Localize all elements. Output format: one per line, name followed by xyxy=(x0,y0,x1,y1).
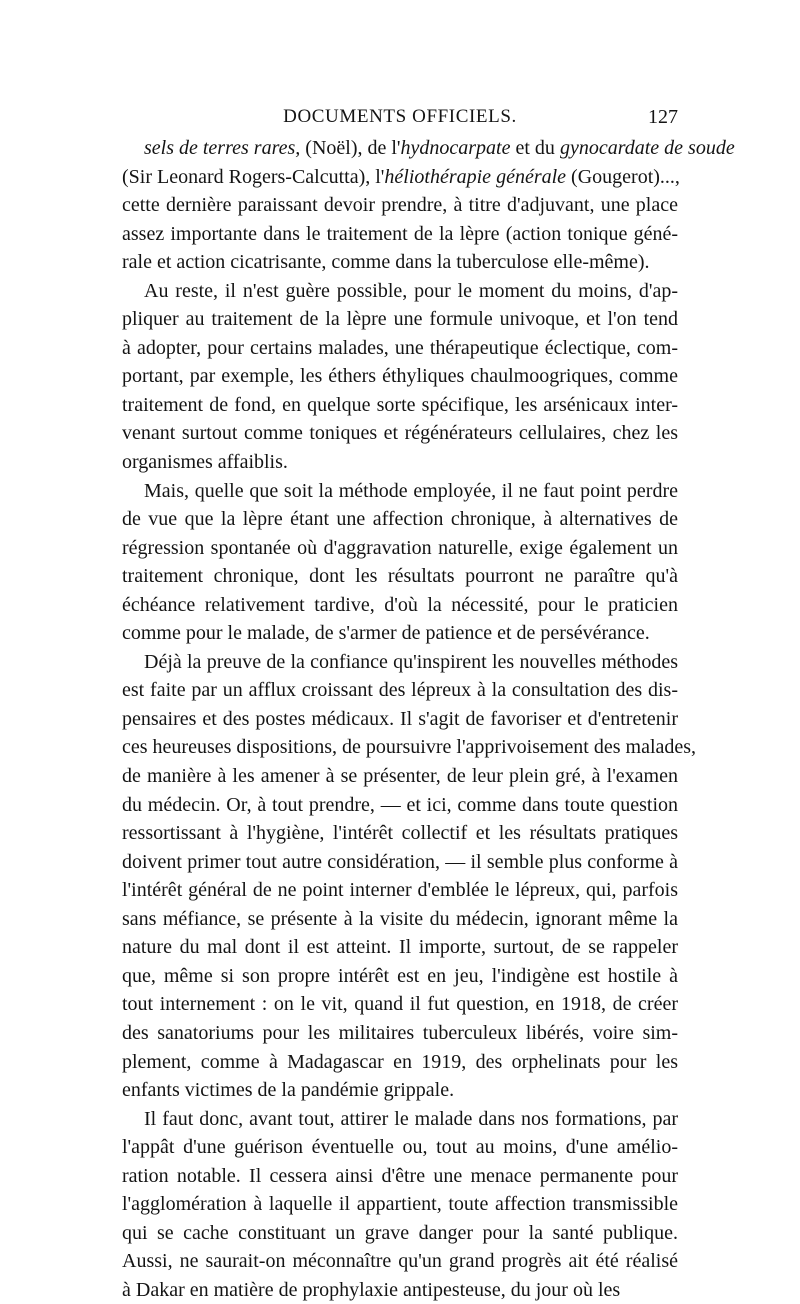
text-line xyxy=(122,1133,678,1162)
text-line xyxy=(122,933,678,962)
italic-text: gynocardate de soude xyxy=(559,137,735,159)
running-title: DOCUMENTS OFFICIELS. xyxy=(283,106,517,127)
text-line xyxy=(122,1219,678,1248)
text-run: du médecin. Or, à tout prendre, — et ici, comme dans toute question xyxy=(122,793,678,816)
text-line xyxy=(122,562,678,591)
text-line xyxy=(122,648,678,677)
italic-text: sels de terres rares, xyxy=(144,137,301,159)
text-line xyxy=(122,248,678,277)
text-run: organismes affaiblis. xyxy=(122,451,288,474)
text-line xyxy=(122,705,678,734)
text-line xyxy=(122,1105,678,1134)
text-line xyxy=(122,791,678,820)
text-run: enfants victimes de la pandémie grippale. xyxy=(122,1079,455,1102)
paragraph xyxy=(122,134,735,277)
text-line xyxy=(122,905,678,934)
text-run: et du xyxy=(510,137,560,159)
text-line xyxy=(122,819,678,848)
text-run: est faite par un afflux croissant des lépreux à la consultation des dis- xyxy=(122,679,678,702)
text-line xyxy=(122,1247,678,1276)
italic-text: hydnocarpate xyxy=(400,137,511,159)
text-line xyxy=(122,505,678,534)
paragraph xyxy=(122,648,697,1105)
text-run: que, même si son propre intérêt est en jeu, l'indigène est hostile à xyxy=(122,964,678,987)
text-line xyxy=(122,1019,678,1048)
paragraph xyxy=(122,277,678,477)
text-run: à adopter, pour certains malades, une thérapeutique éclectique, com- xyxy=(122,336,678,359)
text-run: à Dakar en matière de prophylaxie antipesteuse, du jour où les xyxy=(122,1278,621,1301)
text-run: pensaires et des postes médicaux. Il s'agit de favoriser et d'entretenir xyxy=(122,707,678,730)
text-line xyxy=(122,876,678,905)
text-line xyxy=(122,362,678,391)
text-run: Il faut donc, avant tout, attirer le malade dans nos formations, par xyxy=(144,1107,678,1130)
text-run: comme pour le malade, de s'armer de patience et de persévérance. xyxy=(122,622,650,645)
text-line xyxy=(122,848,678,877)
text-line xyxy=(122,762,678,791)
text-run: régression spontanée où d'aggravation naturelle, exige également un xyxy=(122,536,678,559)
text-run: Aussi, ne saurait-on méconnaître qu'un grand progrès ait été réalisé xyxy=(122,1250,678,1273)
text-run: portant, par exemple, les éthers éthyliques chaulmoogriques, comme xyxy=(122,365,678,388)
text-line xyxy=(122,1162,678,1191)
text-run: (Gougerot)..., xyxy=(566,165,680,188)
text-line xyxy=(122,391,678,420)
text-run: venant surtout comme toniques et régénérateurs cellulaires, chez les xyxy=(122,422,678,445)
text-line xyxy=(122,191,678,220)
text-line xyxy=(122,448,678,477)
text-run: l'agglomération à laquelle il appartient, toute affection transmissible xyxy=(122,1193,678,1216)
text-line xyxy=(122,990,678,1019)
text-run: traitement de fond, en quelque sorte spécifique, les arsénicaux inter- xyxy=(122,393,678,416)
text-line xyxy=(122,591,678,620)
text-line xyxy=(122,163,678,192)
text-run: rale et action cicatrisante, comme dans la tuberculose elle-même). xyxy=(122,251,650,274)
text-run: doivent primer tout autre considération, — il semble plus conforme à xyxy=(122,850,678,873)
text-run: l'intérêt général de ne point interner d'emblée le lépreux, qui, parfois xyxy=(122,879,678,902)
page-number: 127 xyxy=(648,106,678,128)
text-run: sans méfiance, se présente à la visite du médecin, ignorant même la xyxy=(122,907,678,930)
text-run: Mais, quelle que soit la méthode employée, il ne faut point perdre xyxy=(144,479,678,502)
text-run: cette dernière paraissant devoir prendre, à titre d'adjuvant, une place xyxy=(122,194,678,217)
text-run: Au reste, il n'est guère possible, pour le moment du moins, d'ap- xyxy=(144,279,678,302)
text-line xyxy=(122,134,735,163)
text-line xyxy=(122,962,678,991)
paragraph xyxy=(122,477,678,648)
text-run: ressortissant à l'hygiène, l'intérêt collectif et les résultats pratiques xyxy=(122,822,678,845)
text-run: assez importante dans le traitement de la lèpre (action tonique géné- xyxy=(122,222,678,245)
text-line xyxy=(122,305,678,334)
text-line xyxy=(122,277,678,306)
text-run: traitement chronique, dont les résultats pourront ne paraître qu'à xyxy=(122,565,678,588)
text-line xyxy=(122,1190,678,1219)
text-line xyxy=(122,1076,678,1105)
text-run: (Sir Leonard Rogers-Calcutta), l' xyxy=(122,165,385,188)
text-line xyxy=(122,676,678,705)
text-run: de manière à les amener à se présenter, de leur plein gré, à l'examen xyxy=(122,765,678,788)
text-run: des sanatoriums pour les militaires tuberculeux libérés, voire sim- xyxy=(122,1021,678,1044)
text-run: nature du mal dont il est atteint. Il importe, surtout, de se rappeler xyxy=(122,936,678,959)
text-run: ces heureuses dispositions, de poursuivre l'apprivoisement des malades, xyxy=(122,736,697,759)
text-run: l'appât d'une guérison éventuelle ou, tout au moins, d'une amélio- xyxy=(122,1136,678,1159)
italic-text: héliothérapie générale xyxy=(384,165,567,188)
text-line xyxy=(122,1276,678,1304)
text-run: Déjà la preuve de la confiance qu'inspirent les nouvelles méthodes xyxy=(144,650,678,673)
body-text xyxy=(122,134,735,1304)
text-run: échéance relativement tardive, d'où la nécessité, pour le praticien xyxy=(122,593,678,616)
text-line xyxy=(122,534,678,563)
text-line xyxy=(122,419,678,448)
text-run: de vue que la lèpre étant une affection chronique, à alternatives de xyxy=(122,508,678,531)
text-run: plement, comme à Madagascar en 1919, des orphelinats pour les xyxy=(122,1050,678,1073)
text-run: ration notable. Il cessera ainsi d'être une menace permanente pour xyxy=(122,1164,678,1187)
text-line xyxy=(122,220,678,249)
text-line xyxy=(122,334,678,363)
text-run: qui se cache constituant un grave danger pour la santé publique. xyxy=(122,1221,678,1244)
paragraph xyxy=(122,1105,678,1304)
text-line xyxy=(122,1048,678,1077)
text-run: tout internement : on le vit, quand il fut question, en 1918, de créer xyxy=(122,993,678,1016)
text-line xyxy=(122,477,678,506)
text-line xyxy=(122,619,678,648)
text-line xyxy=(122,733,697,762)
text-run: pliquer au traitement de la lèpre une formule univoque, et l'on tend xyxy=(122,308,678,331)
text-run: (Noël), de l' xyxy=(300,137,401,159)
page-header xyxy=(122,106,678,136)
